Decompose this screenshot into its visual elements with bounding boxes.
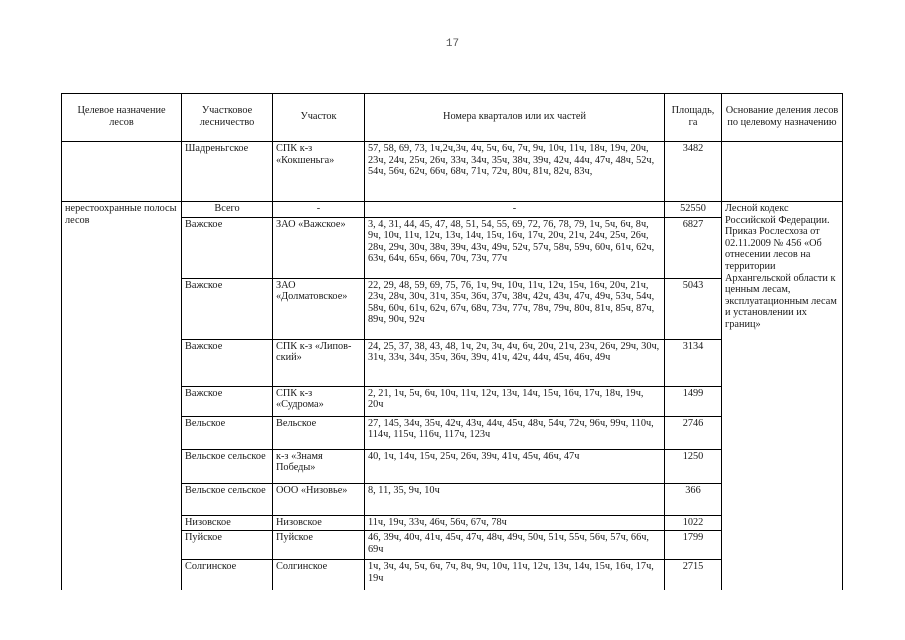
plot-cell: ЗАО «Важское» xyxy=(273,217,365,278)
area-cell: 6827 xyxy=(665,217,722,278)
table-header-row xyxy=(62,94,843,142)
header-quarters: Номера кварталов или их частей xyxy=(365,94,665,142)
district-cell: Важское xyxy=(182,278,273,339)
plot-cell: СПК к-з «Судрома» xyxy=(273,386,365,416)
plot-cell: ЗАО «Долматовское» xyxy=(273,278,365,339)
plot-cell: СПК к-з «Кокшеньга» xyxy=(273,142,365,202)
area-cell: 5043 xyxy=(665,278,722,339)
district-cell: Вельское сельское xyxy=(182,483,273,515)
district-cell-total: Всего xyxy=(182,202,273,218)
quarters-cell: 8, 11, 35, 9ч, 10ч xyxy=(365,483,665,515)
area-cell: 1022 xyxy=(665,515,722,531)
district-cell: Солгинское xyxy=(182,560,273,590)
area-cell: 366 xyxy=(665,483,722,515)
area-cell: 3482 xyxy=(665,142,722,202)
quarters-cell: 2, 21, 1ч, 5ч, 6ч, 10ч, 11ч, 12ч, 13ч, 14ч, 15ч, 16ч, 17ч, 18ч, 19ч, 20ч xyxy=(365,386,665,416)
plot-cell: СПК к-з «Липов-ский» xyxy=(273,339,365,386)
table-row xyxy=(62,142,843,202)
district-cell: Вельское xyxy=(182,416,273,449)
district-cell: Важское xyxy=(182,217,273,278)
purpose-cell-empty xyxy=(62,142,182,202)
quarters-cell: 46, 39ч, 40ч, 41ч, 45ч, 47ч, 48ч, 49ч, 50ч, 51ч, 55ч, 56ч, 57ч, 66ч, 69ч xyxy=(365,531,665,560)
quarters-cell: 3, 4, 31, 44, 45, 47, 48, 51, 54, 55, 69, 72, 76, 78, 79, 1ч, 5ч, 6ч, 8ч, 9ч, 10ч, 11ч, 12ч, 13ч, 14ч, 15ч, 16ч, 17ч, 20ч, 21ч, 24ч, 25ч, 26ч, 28ч, 29ч, 30ч, 38ч, 39ч, 43ч, 49ч, 52ч, 57ч, 58ч, 59ч, 60ч, 61ч, 62ч, 63ч, 64ч, 65ч, 66ч, 70ч, 73ч, 77ч xyxy=(365,217,665,278)
area-cell: 1799 xyxy=(665,531,722,560)
header-area: Площадь, га xyxy=(665,94,722,142)
district-cell: Шадреньгское xyxy=(182,142,273,202)
district-cell: Вельское сельское xyxy=(182,449,273,483)
quarters-cell: 57, 58, 69, 73, 1ч,2ч,3ч, 4ч, 5ч, 6ч, 7ч, 9ч, 10ч, 11ч, 18ч, 19ч, 20ч, 23ч, 24ч, 25ч, 26ч, 33ч, 34ч, 35ч, 38ч, 39ч, 42ч, 44ч, 47ч, 48ч, 52ч, 54ч, 56ч, 62ч, 66ч, 68ч, 71ч, 72ч, 80ч, 81ч, 82ч, 83ч, xyxy=(365,142,665,202)
area-cell: 3134 xyxy=(665,339,722,386)
area-cell: 1250 xyxy=(665,449,722,483)
header-plot: Участок xyxy=(273,94,365,142)
basis-cell: Лесной кодекс Российской Федерации. Приказ Рослесхоза от 02.11.2009 № 456 «Об отнесении лесов на территории Архангельской области к ценным лесам, эксплуатационным лесам и установлении их границ» xyxy=(722,202,843,590)
page-number: 17 xyxy=(445,38,460,50)
plot-cell: Вельское xyxy=(273,416,365,449)
area-cell: 1499 xyxy=(665,386,722,416)
quarters-cell: 27, 145, 34ч, 35ч, 42ч, 43ч, 44ч, 45ч, 48ч, 54ч, 72ч, 96ч, 99ч, 110ч, 114ч, 115ч, 116ч, 117ч, 123ч xyxy=(365,416,665,449)
plot-cell: Низовское xyxy=(273,515,365,531)
area-cell-total: 52550 xyxy=(665,202,722,218)
forest-purpose-table xyxy=(61,93,843,590)
district-cell: Важское xyxy=(182,386,273,416)
quarters-cell: 22, 29, 48, 59, 69, 75, 76, 1ч, 9ч, 10ч, 11ч, 12ч, 15ч, 16ч, 20ч, 21ч, 23ч, 28ч, 30ч, 31ч, 35ч, 36ч, 37ч, 38ч, 42ч, 43ч, 47ч, 49ч, 53ч, 54ч, 58ч, 60ч, 61ч, 62ч, 67ч, 68ч, 73ч, 77ч, 78ч, 79ч, 80ч, 81ч, 85ч, 87ч, 89ч, 90ч, 92ч xyxy=(365,278,665,339)
plot-cell: Солгинское xyxy=(273,560,365,590)
district-cell: Важское xyxy=(182,339,273,386)
area-cell: 2715 xyxy=(665,560,722,590)
area-cell: 2746 xyxy=(665,416,722,449)
plot-cell: ООО «Низовье» xyxy=(273,483,365,515)
header-district: Участковое лесничество xyxy=(182,94,273,142)
quarters-cell: 11ч, 19ч, 33ч, 46ч, 56ч, 67ч, 78ч xyxy=(365,515,665,531)
quarters-cell: 24, 25, 37, 38, 43, 48, 1ч, 2ч, 3ч, 4ч, 6ч, 20ч, 21ч, 23ч, 26ч, 29ч, 30ч, 31ч, 33ч, 34ч, 35ч, 36ч, 39ч, 41ч, 42ч, 44ч, 45ч, 46ч, 49ч xyxy=(365,339,665,386)
quarters-cell: 40, 1ч, 14ч, 15ч, 25ч, 26ч, 39ч, 41ч, 45ч, 46ч, 47ч xyxy=(365,449,665,483)
header-basis: Основание деления лесов по целевому назначению xyxy=(722,94,843,142)
quarters-cell: 1ч, 3ч, 4ч, 5ч, 6ч, 7ч, 8ч, 9ч, 10ч, 11ч, 12ч, 13ч, 14ч, 15ч, 16ч, 17ч, 19ч xyxy=(365,560,665,590)
purpose-cell: нерестоохранные полосы лесов xyxy=(62,202,182,590)
plot-cell: Пуйское xyxy=(273,531,365,560)
header-purpose: Целевое назначение лесов xyxy=(62,94,182,142)
plot-cell: к-з «Знамя Победы» xyxy=(273,449,365,483)
plot-cell-total: - xyxy=(273,202,365,218)
table-row-total xyxy=(62,202,843,218)
district-cell: Пуйское xyxy=(182,531,273,560)
district-cell: Низовское xyxy=(182,515,273,531)
basis-cell-empty xyxy=(722,142,843,202)
quarters-cell-total: - xyxy=(365,202,665,218)
